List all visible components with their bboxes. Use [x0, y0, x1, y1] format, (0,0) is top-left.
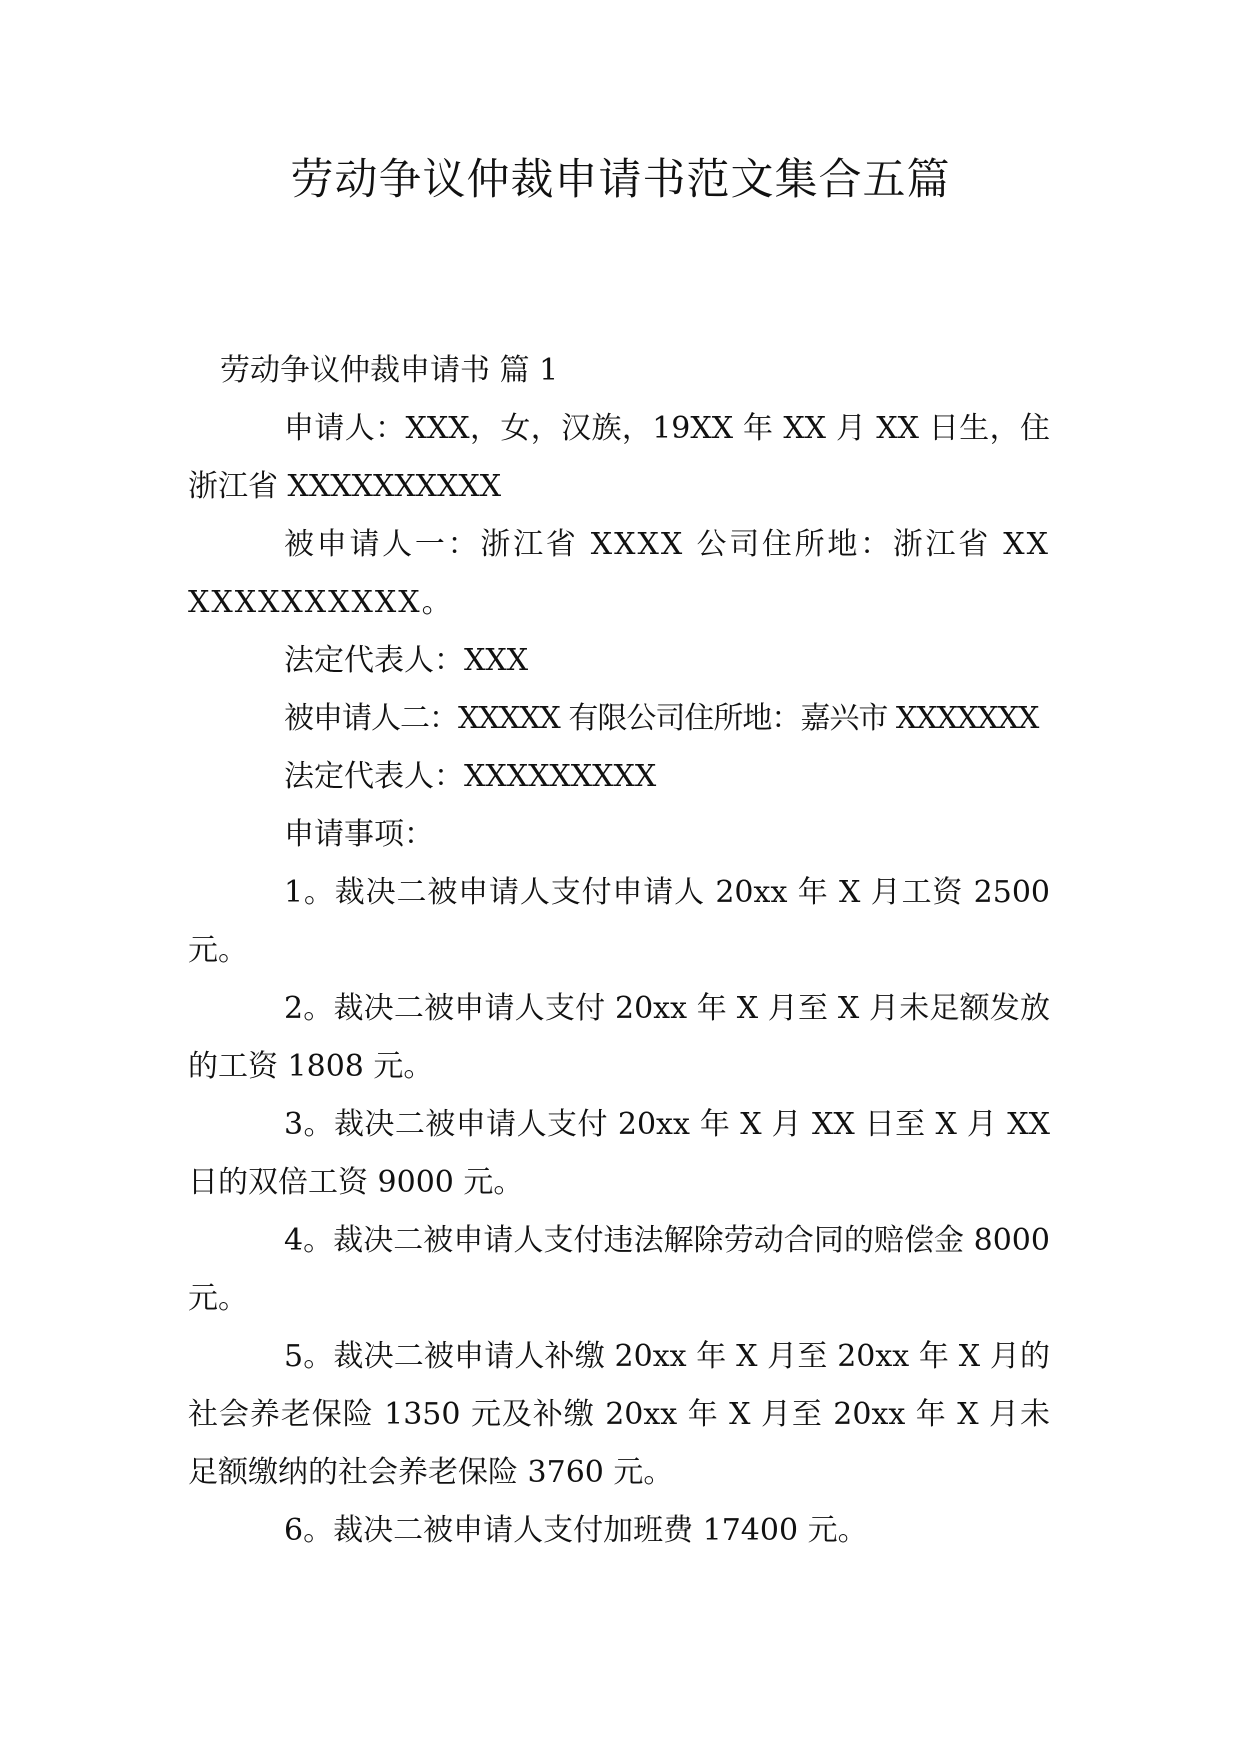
claims-list — [188, 864, 1050, 1560]
legal-representative-two: 法定代表人：XXXXXXXXX — [284, 759, 657, 794]
document-title: 劳动争议仲裁申请书范文集合五篇 — [290, 155, 951, 205]
claim-item: 5。裁决二被申请人补缴 20xx 年 X 月至 20xx 年 X 月的社会养老保险 1350 元及补缴 20xx 年 X 月至 20xx 年 X 月未足额缴纳的社会养老保险 3760 元。 — [188, 1339, 1050, 1490]
claim-item: 4。裁决二被申请人支付违法解除劳动合同的赔偿金 8000 元。 — [188, 1223, 1050, 1316]
respondent-two-paragraph: 被申请人二：XXXXX 有限公司住所地：嘉兴市 XXXXXXX — [284, 701, 1039, 736]
claim-item: 2。裁决二被申请人支付 20xx 年 X 月至 X 月未足额发放的工资 1808 元。 — [188, 991, 1050, 1084]
claim-item: 1。裁决二被申请人支付申请人 20xx 年 X 月工资 2500 元。 — [188, 875, 1050, 968]
document-body — [188, 342, 1050, 1560]
section-heading: 劳动争议仲裁申请书 篇 1 — [220, 353, 559, 388]
applicant-paragraph: 申请人：XXX，女，汉族，19XX 年 XX 月 XX 日生，住浙江省 XXXXXXXXXX — [188, 411, 1050, 504]
claims-heading: 申请事项： — [284, 817, 434, 852]
respondent-one-paragraph: 被申请人一：浙江省 XXXX 公司住所地：浙江省 XXXXXXXXXXXX。 — [188, 527, 1050, 620]
claim-item: 6。裁决二被申请人支付加班费 17400 元。 — [284, 1513, 868, 1548]
claim-item: 3。裁决二被申请人支付 20xx 年 X 月 XX 日至 X 月 XX 日的双倍工资 9000 元。 — [188, 1107, 1050, 1200]
legal-representative-one: 法定代表人：XXX — [284, 643, 529, 678]
